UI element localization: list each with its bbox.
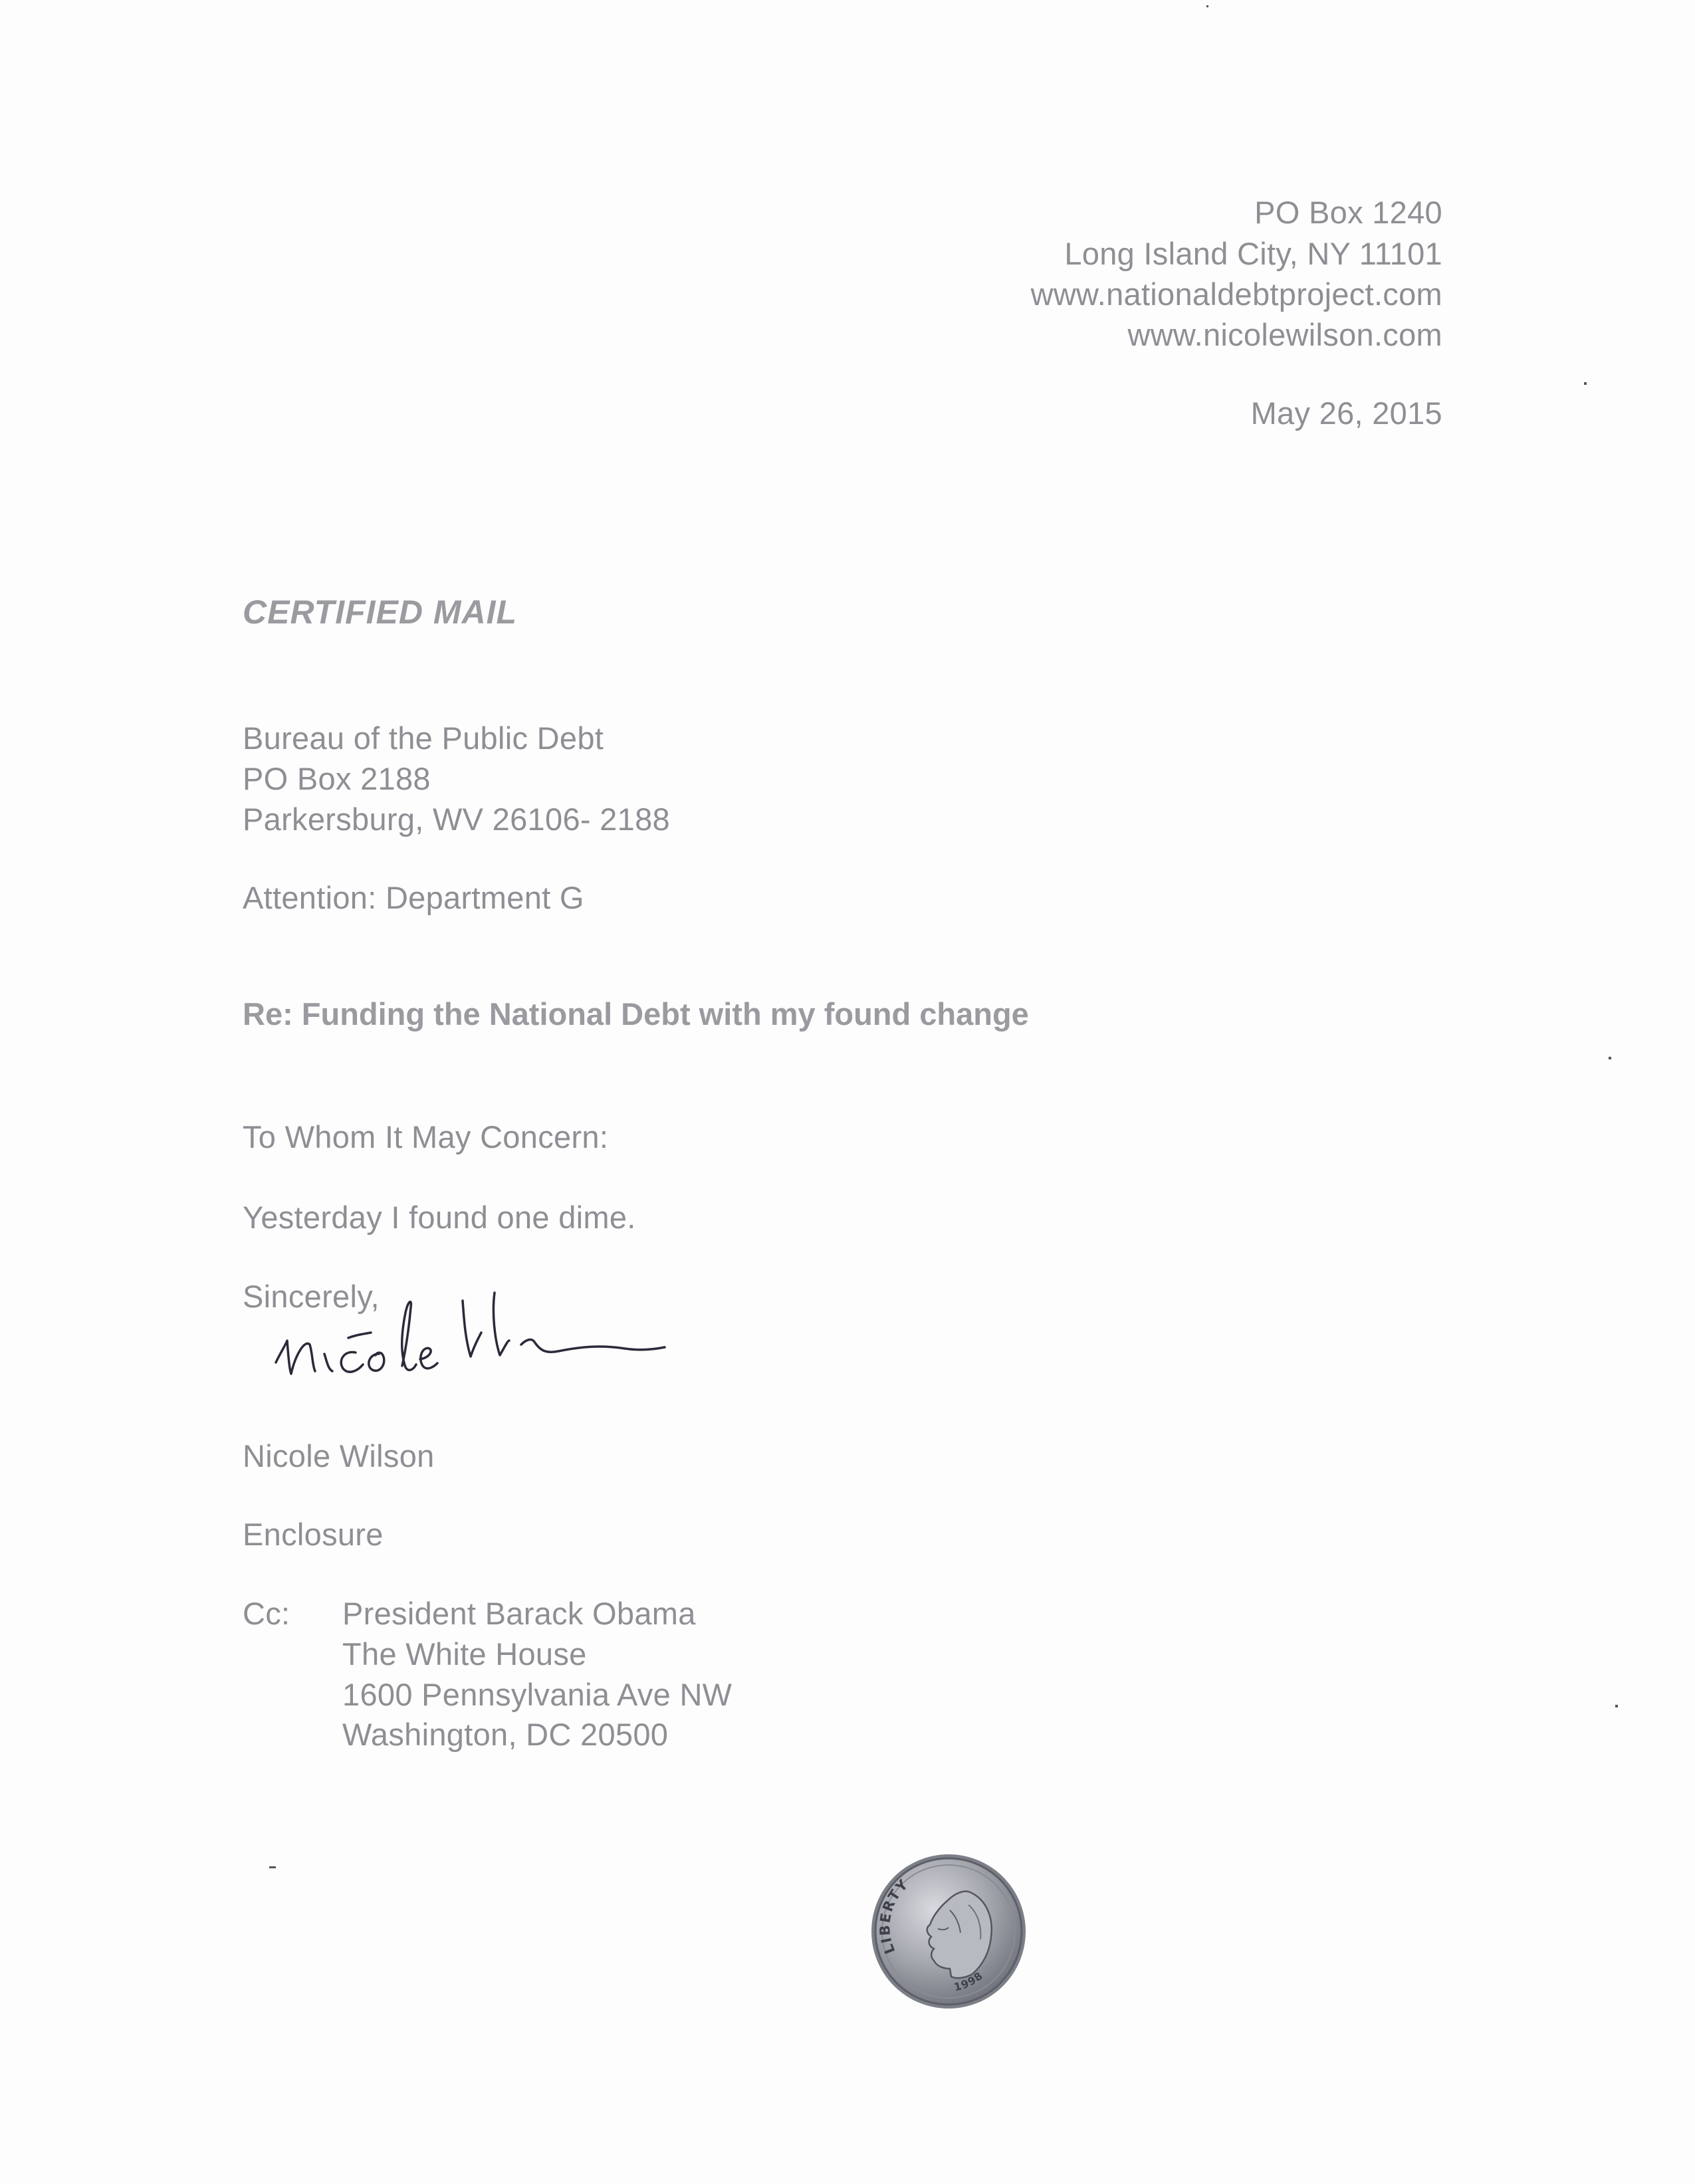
scan-speck (269, 1866, 276, 1868)
enclosure-label: Enclosure (243, 1517, 384, 1552)
recipient-address-line2: Parkersburg, WV 26106- 2188 (243, 802, 670, 837)
scan-speck (1615, 1705, 1618, 1707)
recipient-name: Bureau of the Public Debt (243, 720, 604, 756)
sender-address-line2: Long Island City, NY 11101 (1064, 236, 1442, 271)
coin-year: 1998 (953, 1969, 986, 1994)
scan-speck (1584, 382, 1587, 385)
salutation: To Whom It May Concern: (243, 1119, 609, 1154)
body-message: Yesterday I found one dime. (243, 1200, 636, 1235)
sender-website-1: www.nationaldebtproject.com (1030, 276, 1442, 312)
recipient-address-line1: PO Box 2188 (243, 761, 431, 796)
signer-name: Nicole Wilson (243, 1438, 435, 1474)
cc-address-line4: Washington, DC 20500 (342, 1717, 669, 1752)
cc-name: President Barack Obama (342, 1596, 696, 1631)
dime-coin-image (869, 1852, 1028, 2011)
sender-website-2: www.nicolewilson.com (1127, 317, 1442, 352)
cc-address-line3: 1600 Pennsylvania Ave NW (342, 1677, 733, 1712)
scan-speck (1609, 1057, 1611, 1059)
scan-speck (1206, 5, 1208, 7)
coin-inscription: LIBERTY (877, 1876, 912, 1957)
closing: Sincerely, (243, 1279, 380, 1314)
letter-date: May 26, 2015 (1250, 395, 1442, 431)
sender-address-line1: PO Box 1240 (1254, 195, 1442, 230)
certified-mail-heading: CERTIFIED MAIL (243, 594, 518, 631)
cc-address-line2: The White House (342, 1636, 587, 1672)
handwritten-signature (266, 1266, 678, 1399)
cc-label: Cc: (243, 1596, 290, 1631)
recipient-attention: Attention: Department G (243, 880, 584, 915)
subject-line: Re: Funding the National Debt with my found change (243, 996, 1029, 1032)
